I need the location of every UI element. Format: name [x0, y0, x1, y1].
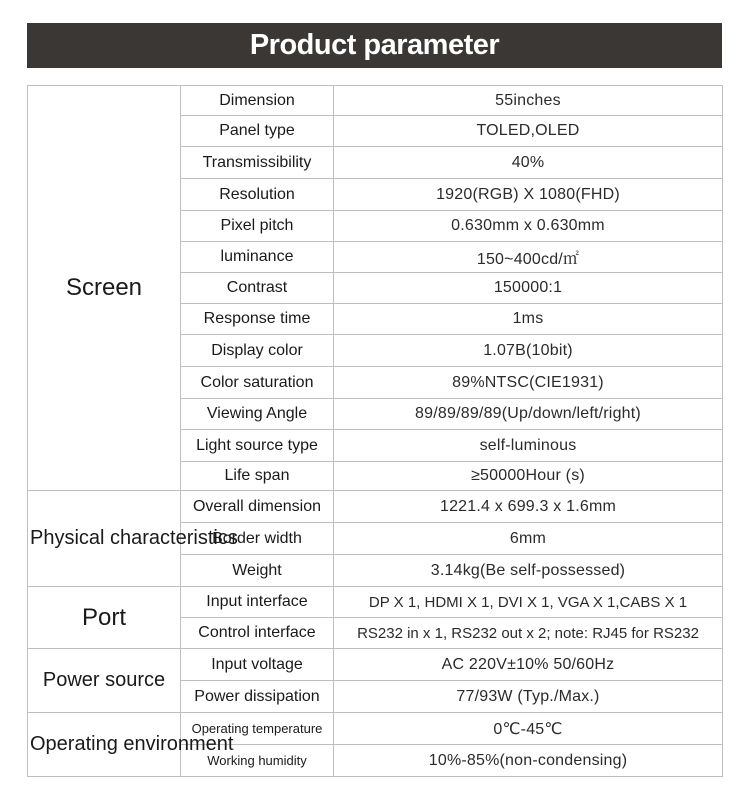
param-label: Transmissibility — [181, 147, 334, 179]
param-label: Overall dimension — [181, 491, 334, 523]
param-value: DP X 1, HDMI X 1, DVI X 1, VGA X 1,CABS X 1 — [334, 587, 723, 618]
param-value: 89%NTSC(CIE1931) — [334, 367, 723, 399]
category-power-source: Power source — [28, 649, 181, 713]
param-label: Display color — [181, 335, 334, 367]
table-row — [28, 649, 723, 681]
category-port: Port — [28, 587, 181, 649]
param-label: Viewing Angle — [181, 399, 334, 430]
param-value: AC 220V±10% 50/60Hz — [334, 649, 723, 681]
param-value: self-luminous — [334, 430, 723, 462]
param-value: 6mm — [334, 523, 723, 555]
param-value: 1920(RGB) X 1080(FHD) — [334, 179, 723, 211]
param-value: 77/93W (Typ./Max.) — [334, 681, 723, 713]
page-title: Product parameter — [249, 29, 500, 61]
table-row — [28, 587, 723, 618]
table-row — [28, 86, 723, 116]
param-label: Pixel pitch — [181, 211, 334, 242]
title-banner — [27, 23, 722, 68]
param-label: Power dissipation — [181, 681, 334, 713]
param-label: Life span — [181, 462, 334, 491]
param-value: 1.07B(10bit) — [334, 335, 723, 367]
param-label: Dimension — [181, 86, 334, 116]
product-parameter-table — [27, 85, 723, 777]
param-value: 0.630mm x 0.630mm — [334, 211, 723, 242]
param-label: Working humidity — [181, 745, 334, 777]
param-label: Panel type — [181, 116, 334, 147]
param-label: Response time — [181, 304, 334, 335]
param-label: Color saturation — [181, 367, 334, 399]
param-value: 3.14kg(Be self-possessed) — [334, 555, 723, 587]
param-label: Input interface — [181, 587, 334, 618]
param-value: 1221.4 x 699.3 x 1.6mm — [334, 491, 723, 523]
category-screen: Screen — [28, 86, 181, 491]
table-row — [28, 713, 723, 745]
category-physical-characteristics: Physical characteristics — [28, 491, 181, 587]
param-label: Control interface — [181, 618, 334, 649]
param-label: Border width — [181, 523, 334, 555]
param-value: TOLED,OLED — [334, 116, 723, 147]
param-value: 10%-85%(non-condensing) — [334, 745, 723, 777]
param-value: 150000:1 — [334, 273, 723, 304]
param-label: luminance — [181, 242, 334, 273]
param-label: Light source type — [181, 430, 334, 462]
param-value: 89/89/89/89(Up/down/left/right) — [334, 399, 723, 430]
param-value: 55inches — [334, 86, 723, 116]
table-row — [28, 491, 723, 523]
param-label: Weight — [181, 555, 334, 587]
param-value: 1ms — [334, 304, 723, 335]
param-value: 150~400cd/㎡ — [334, 242, 723, 273]
param-label: Resolution — [181, 179, 334, 211]
param-label: Operating temperature — [181, 713, 334, 745]
param-value: 0℃-45℃ — [334, 713, 723, 745]
param-value: RS232 in x 1, RS232 out x 2; note: RJ45 for RS232 — [334, 618, 723, 649]
category-operating-environment: Operating environment — [28, 713, 181, 777]
param-label: Contrast — [181, 273, 334, 304]
param-label: Input voltage — [181, 649, 334, 681]
param-value: 40% — [334, 147, 723, 179]
param-value: ≥50000Hour (s) — [334, 462, 723, 491]
